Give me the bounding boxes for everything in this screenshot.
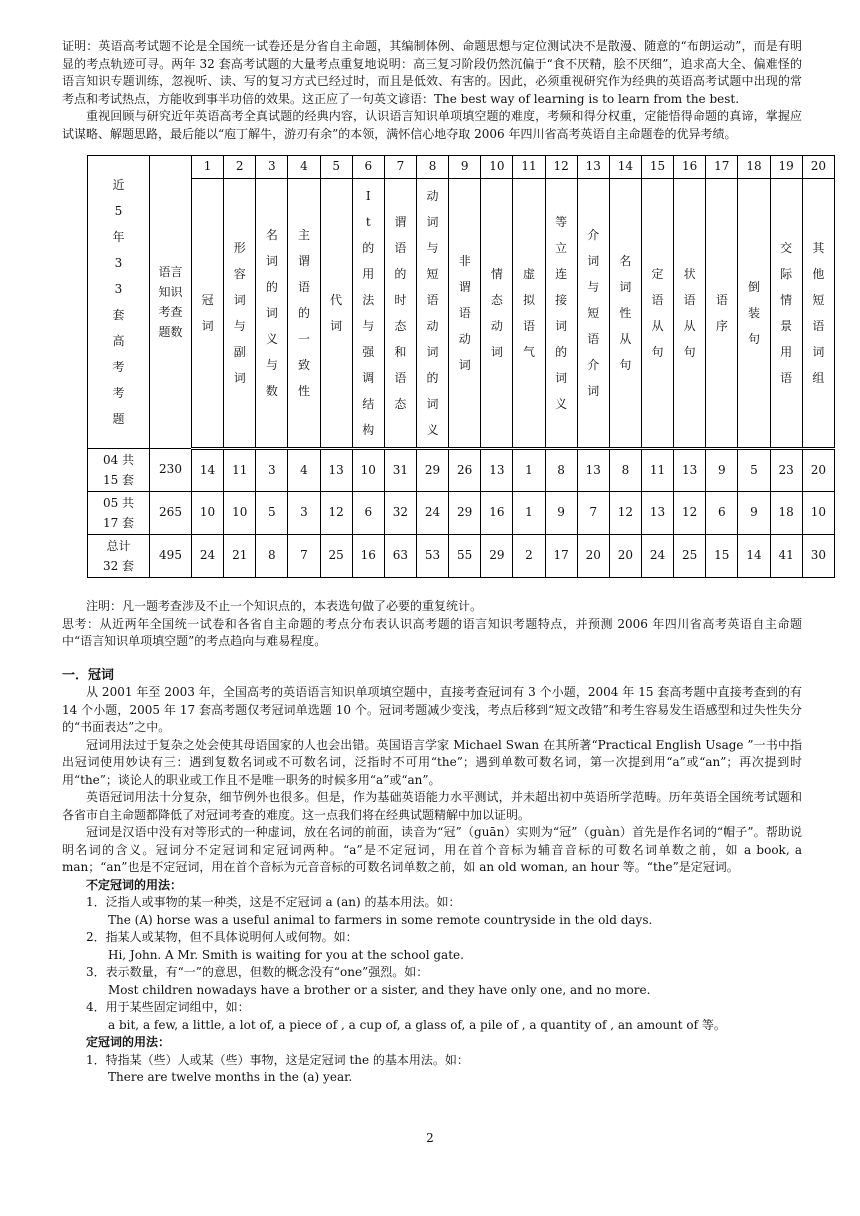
topic-header: 形 容 词 与 副 词 — [224, 179, 256, 449]
column-number: 16 — [674, 156, 706, 179]
column-number: 13 — [577, 156, 609, 179]
table-cell: 25 — [320, 535, 352, 578]
row-label — [88, 535, 150, 578]
table-cell: 13 — [481, 449, 513, 492]
table-cell: 63 — [384, 535, 416, 578]
table-cell: 11 — [224, 449, 256, 492]
section-title: 一．冠词 — [62, 667, 115, 683]
section-paragraph-3: 英语冠词用法十分复杂，细节例外也很多。但是，作为基础英语能力水平测试，并未超出初中英语所学范畴。历年英语全国统考试题和各省市自主命题都降低了对冠词考查的难度。这一点我们将在经典试题精解中加以证明。 — [62, 790, 802, 822]
topic-header: 谓 语 的 时 态 和 语 态 — [384, 179, 416, 449]
column-number: 6 — [352, 156, 384, 179]
table-cell: 16 — [481, 492, 513, 535]
topic-header: 情 态 动 词 — [481, 179, 513, 449]
table-cell: 17 — [545, 535, 577, 578]
topic-header: 等 立 连 接 词 的 词 义 — [545, 179, 577, 449]
column-number: 4 — [288, 156, 320, 179]
topic-header: 交 际 情 景 用 语 — [770, 179, 802, 449]
table-cell: 20 — [577, 535, 609, 578]
table-cell: 4 — [288, 449, 320, 492]
table-cell: 1 — [513, 449, 545, 492]
example-sentence: Most children nowadays have a brother or a sister, and they have only one, and no more. — [108, 982, 651, 997]
list-item: 1．特指某（些）人或某（些）事物，这是定冠词 the 的基本用法。如： — [86, 1052, 469, 1067]
table-cell: 41 — [770, 535, 802, 578]
knowledge-point-table — [87, 155, 835, 578]
row-label — [88, 492, 150, 535]
row-label-line: 总计 — [106, 539, 131, 553]
list-item: 3．表示数量，有“一”的意思，但数的概念没有“one”强烈。如： — [86, 965, 429, 979]
column-number: 10 — [481, 156, 513, 179]
table-cell: 10 — [192, 492, 224, 535]
table-cell: 8 — [609, 449, 641, 492]
topic-header: 语 序 — [706, 179, 738, 449]
table-cell: 8 — [545, 449, 577, 492]
row-label-line: 04 共 — [102, 453, 135, 467]
topic-header: 介 词 与 短 语 介 词 — [577, 179, 609, 449]
row-label-line: 32 套 — [102, 559, 135, 573]
column-number: 20 — [802, 156, 834, 179]
table-cell: 53 — [416, 535, 448, 578]
table-cell: 9 — [738, 492, 770, 535]
topic-header: 冠 词 — [192, 179, 224, 449]
section-paragraph-2: 冠词用法过于复杂之处会使其母语国家的人也会出错。英国语言学家 Michael Swan 在其所著“Practical English Usage ”一书中指出冠词使用妙诀有三：遇到复数名词或不可数名词，泛指时不可用“the”；遇到单数可数名词，第一次提到用“a”或“an”；再次提到时用“the”；谈论人的职业或工作且不是唯一职务的时候多用“a”或“an”。 — [62, 737, 802, 787]
table-cell: 21 — [224, 535, 256, 578]
intro-paragraph-2: 重视回顾与研究近年英语高考全真试题的经典内容，认识语言知识单项填空题的难度，考频和得分权重，定能悟得命题的真谛，掌握应试谋略、解题思路，最后能以“庖丁解牛，游刃有余”的本领，满怀信心地夺取 2006 年四川省高考英语自主命题卷的优异考绩。 — [62, 109, 802, 141]
table-cell: 9 — [545, 492, 577, 535]
row-label — [88, 449, 150, 492]
table-cell: 13 — [674, 449, 706, 492]
page-number: 2 — [426, 1131, 434, 1145]
column-number: 7 — [384, 156, 416, 179]
topic-header: 动 词 与 短 语 动 词 的 词 义 — [416, 179, 448, 449]
definite-article-heading: 定冠词的用法： — [86, 1035, 171, 1049]
table-cell: 12 — [320, 492, 352, 535]
topic-header: I t 的 用 法 与 强 调 结 构 — [352, 179, 384, 449]
row-total: 265 — [150, 492, 192, 535]
column-number: 12 — [545, 156, 577, 179]
table-row — [88, 535, 835, 578]
intro-paragraph-1: 证明：英语高考试题不论是全国统一试卷还是分省自主命题，其编制体例、命题思想与定位测试决不是散漫、随意的“布朗运动”，而是有明显的考点轨迹可寻。两年 32 套高考试题的大量考点重复地说明：高三复习阶段仍然沉偏于“食不厌精，脍不厌细”，追求高大全、偏难怪的语言知识专题训练，忽视听、读、写的复习方式已经过时，而且是低效、有害的。因此，必须重视研究作为经典的英语高考试题中出现的常考点和考试热点，方能收到事半功倍的效果。这正应了一句英文谚语：The best way of learning is to learn from the best. — [62, 39, 802, 106]
indefinite-article-list — [62, 894, 802, 1034]
example-sentence: The (A) horse was a useful animal to farmers in some remote countryside in the old days. — [108, 912, 653, 927]
column-number: 5 — [320, 156, 352, 179]
topic-row — [88, 179, 835, 449]
table-cell: 6 — [352, 492, 384, 535]
table-cell: 11 — [641, 449, 673, 492]
topic-header: 名 词 性 从 句 — [609, 179, 641, 449]
column-number: 14 — [609, 156, 641, 179]
list-item: 2．指某人或某物，但不具体说明何人或何物。如： — [86, 930, 358, 944]
table-cell: 2 — [513, 535, 545, 578]
table-cell: 10 — [224, 492, 256, 535]
column-number: 18 — [738, 156, 770, 179]
topic-header: 状 语 从 句 — [674, 179, 706, 449]
table-cell: 14 — [738, 535, 770, 578]
table-cell: 30 — [802, 535, 834, 578]
table-cell: 26 — [449, 449, 481, 492]
list-item: 4．用于某些固定词组中，如： — [86, 1000, 250, 1014]
topic-header: 倒 装 句 — [738, 179, 770, 449]
table-cell: 24 — [192, 535, 224, 578]
column-number: 11 — [513, 156, 545, 179]
definite-article-list — [62, 1052, 802, 1087]
document-page — [62, 38, 826, 1087]
example-sentence: There are twelve months in the (a) year. — [108, 1070, 353, 1084]
row-total: 230 — [150, 449, 192, 492]
topic-header: 定 语 从 句 — [641, 179, 673, 449]
topic-header: 主 谓 语 的 一 致 性 — [288, 179, 320, 449]
table-cell: 5 — [738, 449, 770, 492]
table-cell: 31 — [384, 449, 416, 492]
table-cell: 7 — [577, 492, 609, 535]
list-item: 1．泛指人或事物的某一种类，这是不定冠词 a (an) 的基本用法。如： — [86, 895, 461, 909]
column-number: 17 — [706, 156, 738, 179]
column-number: 3 — [256, 156, 288, 179]
row-label-line: 15 套 — [102, 473, 135, 487]
table-cell: 8 — [256, 535, 288, 578]
table-cell: 23 — [770, 449, 802, 492]
topic-header: 非 谓 语 动 词 — [449, 179, 481, 449]
table-cell: 7 — [288, 535, 320, 578]
table-cell: 25 — [674, 535, 706, 578]
column-number: 8 — [416, 156, 448, 179]
table-cell: 3 — [256, 449, 288, 492]
table-cell: 14 — [192, 449, 224, 492]
table-cell: 12 — [609, 492, 641, 535]
thinking-note: 思考：从近两年全国统一试卷和各省自主命题的考点分布表认识高考题的语言知识考题特点，并预测 2006 年四川省高考英语自主命题中“语言知识单项填空题”的考点趋向与难易程度。 — [62, 616, 802, 648]
total-header: 语言知识考查题数 — [150, 156, 192, 449]
column-number: 19 — [770, 156, 802, 179]
table-cell: 16 — [352, 535, 384, 578]
table-cell: 20 — [802, 449, 834, 492]
table-row — [88, 492, 835, 535]
table-cell: 3 — [288, 492, 320, 535]
table-cell: 24 — [641, 535, 673, 578]
indefinite-article-heading: 不定冠词的用法： — [86, 877, 183, 892]
example-sentence: a bit, a few, a little, a lot of, a piece of , a cup of, a glass of, a pile of , a quantity of , an amount of 等。 — [108, 1017, 726, 1032]
table-cell: 18 — [770, 492, 802, 535]
table-cell: 6 — [706, 492, 738, 535]
topic-header: 虚 拟 语 气 — [513, 179, 545, 449]
corner-label: 近 5 年 3 3 套 高 考 考 题 — [88, 156, 150, 449]
table-cell: 13 — [641, 492, 673, 535]
table-cell: 29 — [481, 535, 513, 578]
column-number-row — [88, 156, 835, 179]
stats-table-container — [87, 155, 835, 578]
table-row — [88, 449, 835, 492]
table-cell: 13 — [320, 449, 352, 492]
table-cell: 15 — [706, 535, 738, 578]
table-cell: 20 — [609, 535, 641, 578]
column-number: 1 — [192, 156, 224, 179]
section-paragraph-1: 从 2001 年至 2003 年，全国高考的英语语言知识单项填空题中，直接考查冠词有 3 个小题，2004 年 15 套高考题中直接考查到的有 14 个小题，2005 年 17 套高考题仅考冠词单选题 10 个。冠词考题减少变浅，考点后移到“短文改错”和考生容易发生语感型和过失性失分的“书面表达”之中。 — [62, 685, 802, 734]
table-cell: 10 — [352, 449, 384, 492]
topic-header: 名 词 的 词 义 与 数 — [256, 179, 288, 449]
table-cell: 29 — [416, 449, 448, 492]
row-label-line: 17 套 — [102, 516, 135, 530]
table-cell: 55 — [449, 535, 481, 578]
table-cell: 9 — [706, 449, 738, 492]
table-cell: 29 — [449, 492, 481, 535]
table-cell: 1 — [513, 492, 545, 535]
topic-header: 代 词 — [320, 179, 352, 449]
row-total: 495 — [150, 535, 192, 578]
table-cell: 10 — [802, 492, 834, 535]
section-paragraph-4: 冠词是汉语中没有对等形式的一种虚词，放在名词的前面，读音为“冠”（guān）实则为“冠”（guàn）首先是作名词的“帽子”。帮助说明名词的含义。冠词分不定冠词和定冠词两种。“a”是不定冠词，用在首个音标为辅音音标的可数名词单数之前，如 a book, a man；“an”也是不定冠词，用在首个音标为元音音标的可数名词单数之前，如 an old woman, an hour 等。“the”是定冠词。 — [62, 825, 802, 874]
table-cell: 24 — [416, 492, 448, 535]
table-note: 注明：凡一题考查涉及不止一个知识点的，本表选句做了必要的重复统计。 — [86, 599, 483, 613]
table-cell: 13 — [577, 449, 609, 492]
row-label-line: 05 共 — [102, 496, 135, 510]
table-cell: 5 — [256, 492, 288, 535]
table-cell: 12 — [674, 492, 706, 535]
table-cell: 32 — [384, 492, 416, 535]
column-number: 2 — [224, 156, 256, 179]
column-number: 9 — [449, 156, 481, 179]
column-number: 15 — [641, 156, 673, 179]
topic-header: 其 他 短 语 词 组 — [802, 179, 834, 449]
example-sentence: Hi, John. A Mr. Smith is waiting for you at the school gate. — [108, 947, 464, 962]
